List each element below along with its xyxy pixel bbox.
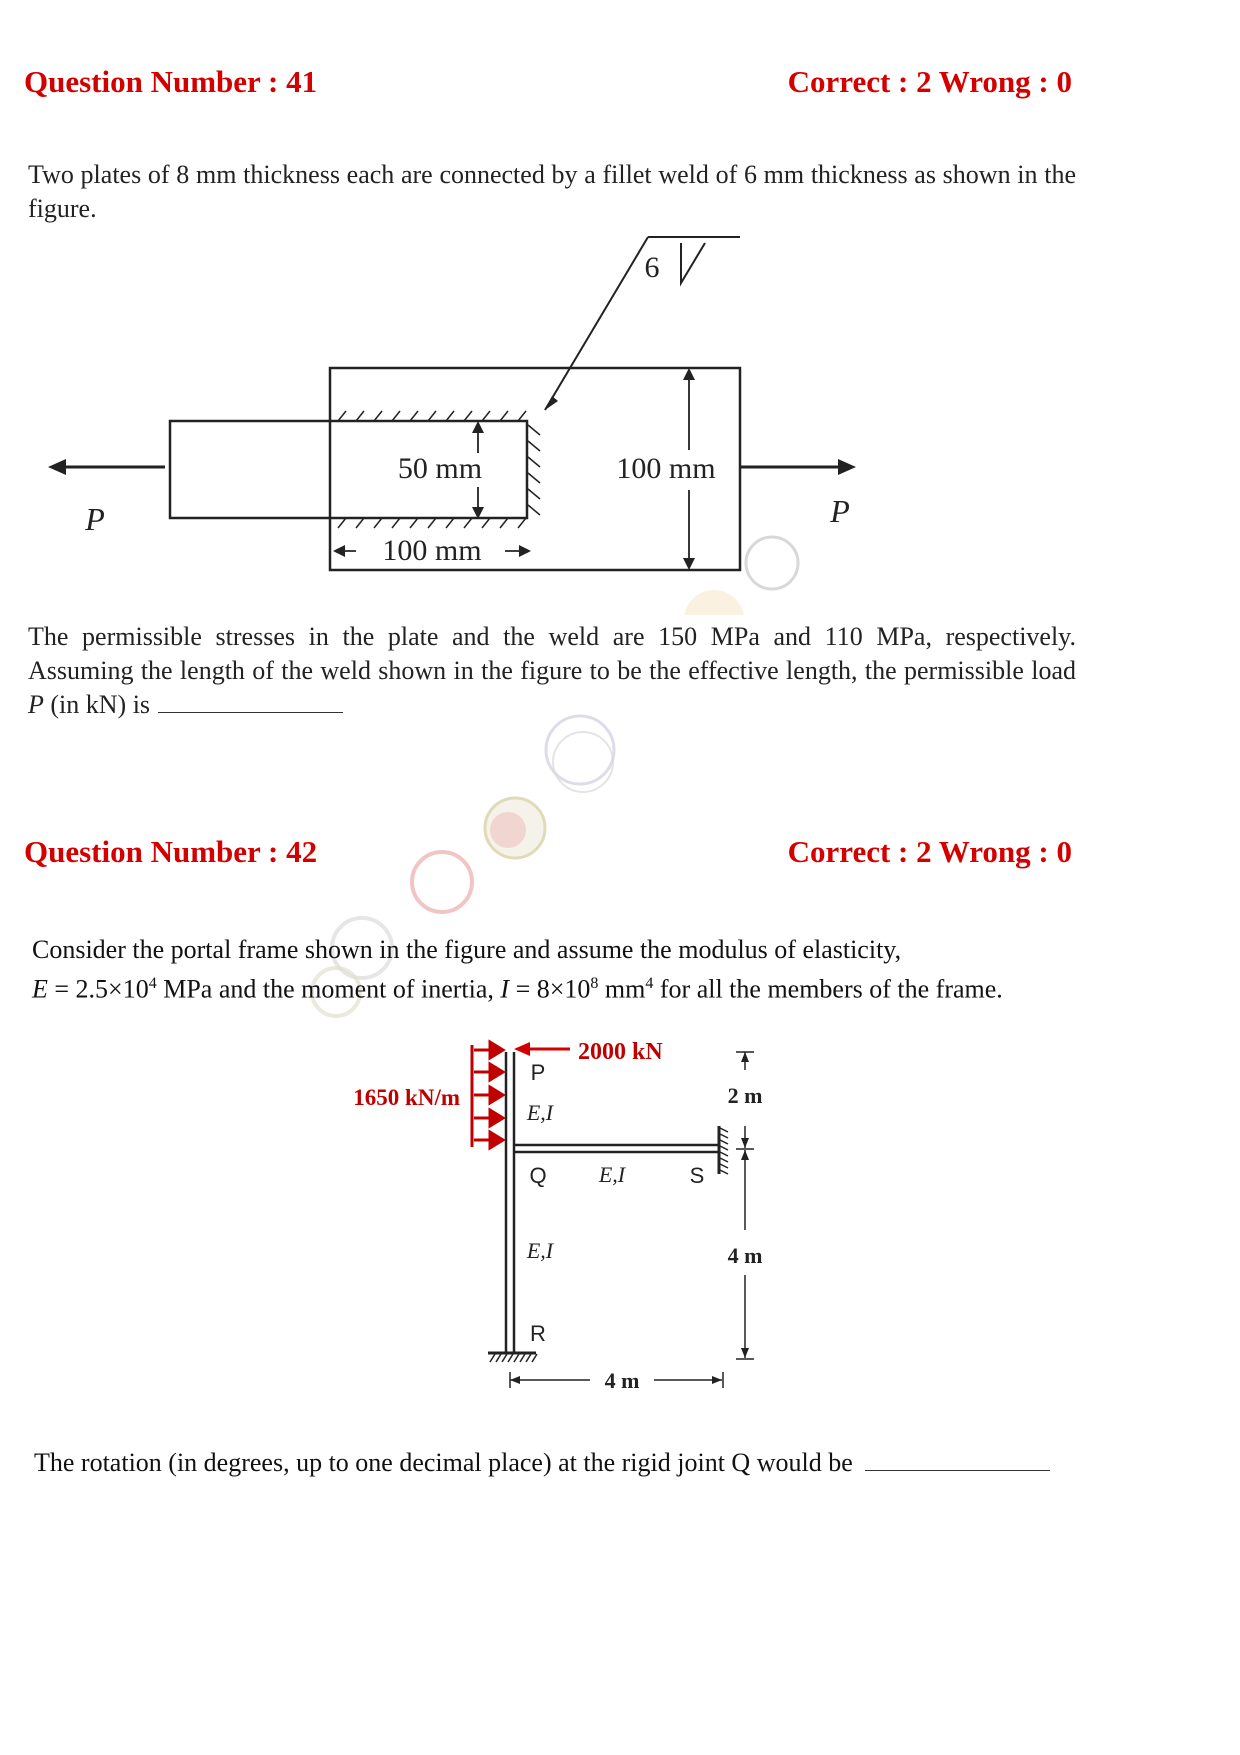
joint-label-q: Q — [529, 1163, 547, 1188]
dim-4m-horiz-label: 4 m — [604, 1368, 640, 1393]
watermark-seal — [684, 590, 744, 615]
dim-4m-horiz-arrow-right — [712, 1376, 722, 1384]
q42-question-text-3 — [34, 1445, 1084, 1481]
dim-100v-arrow-up — [683, 368, 695, 380]
watermark-seal — [746, 537, 798, 589]
weld-leader-arrowhead — [545, 396, 558, 410]
member-label-qr: E,I — [526, 1238, 554, 1263]
weld-hatch-top — [338, 411, 526, 421]
watermark-seal — [412, 852, 472, 912]
dim-2m-arrow-up — [741, 1052, 749, 1062]
load-label-left: P — [85, 501, 105, 537]
weld-hatch-end — [528, 425, 540, 515]
q42-question-text: Consider the portal frame shown in the figure and assume the modulus of elasticity, — [32, 935, 902, 964]
q42-unit: mm — [598, 974, 646, 1004]
q41-stress-text: The permissible stresses in the plate and the weld are 150 MPa and 110 MPa, respectively. Assuming the length of the weld shown in the figure to be the effective length, the permissible load — [28, 622, 1076, 685]
watermark-seal — [490, 812, 526, 848]
load-arrow-left — [48, 459, 66, 475]
udl-label: 1650 kN/m — [353, 1085, 460, 1110]
fixed-support-r-hatch — [490, 1354, 537, 1362]
q42-i-exponent: 8 — [590, 975, 599, 992]
dim-4m-vert-label: 4 m — [727, 1243, 763, 1268]
point-load-label: 2000 kN — [578, 1039, 663, 1065]
joint-label-s: S — [689, 1163, 705, 1188]
dim-2m-label: 2 m — [727, 1083, 763, 1108]
dim-4m-vert-arrow-up — [741, 1150, 749, 1160]
fillet-weld-symbol — [681, 243, 705, 283]
q41-load-var: P — [28, 690, 44, 719]
q41-score: Correct : 2 Wrong : 0 — [787, 64, 1072, 99]
q42-e-symbol: E — [32, 974, 48, 1004]
dim-4m-vert-arrow-down — [741, 1348, 749, 1358]
q41-question-text: Two plates of 8 mm thickness each are connected by a fillet weld of 6 mm thickness as shown in the figure. — [28, 160, 1076, 223]
q42-frame-figure — [0, 1030, 1240, 1410]
udl-arrows — [474, 1042, 503, 1148]
dim-100h-arrow-left — [333, 545, 345, 557]
q42-score: Correct : 2 Wrong : 0 — [787, 834, 1072, 869]
dim-4m-horiz-arrow-left — [510, 1376, 520, 1384]
member-label-qs: E,I — [598, 1162, 626, 1187]
q42-i-value: = 8×10 — [509, 974, 591, 1004]
dim-50-label: 50 mm — [397, 452, 483, 485]
q42-question-text-2 — [32, 966, 1078, 1008]
joint-label-r: R — [530, 1321, 546, 1346]
weld-size-label: 6 — [644, 251, 660, 284]
q42-unit-exponent: 4 — [645, 975, 654, 992]
q42-e-exponent: 4 — [148, 975, 157, 992]
weld-hatch-bottom — [338, 518, 526, 528]
q42-number: Question Number : 42 — [24, 834, 318, 869]
dim-50-arrow-up — [472, 421, 484, 433]
dim-2m-arrow-down — [741, 1138, 749, 1148]
q41-load-unit-text: (in kN) is — [43, 690, 151, 719]
q42-i-symbol: I — [500, 974, 510, 1004]
q41-number: Question Number : 41 — [24, 64, 318, 99]
q42-moment-text: MPa and the moment of inertia, — [156, 974, 501, 1004]
dim-100v-arrow-down — [683, 558, 695, 570]
load-label-right: P — [830, 493, 850, 529]
dim-100v-label: 100 mm — [616, 452, 716, 485]
dim-100h-label: 100 mm — [382, 534, 482, 567]
weld-leader-line — [545, 237, 648, 410]
q41-weld-figure — [0, 225, 1240, 615]
joint-label-p: P — [530, 1060, 546, 1085]
dim-100h-arrow-right — [519, 545, 531, 557]
q42-e-value: = 2.5×10 — [47, 974, 149, 1004]
load-arrow-right — [838, 459, 856, 475]
q42-members-text: for all the members of the frame. — [653, 974, 1003, 1004]
fixed-support-s-hatch — [720, 1128, 728, 1174]
q42-answer-blank[interactable] — [865, 1448, 1050, 1471]
point-load-arrow — [514, 1042, 530, 1056]
member-label-pq: E,I — [526, 1100, 554, 1125]
q42-rotation-text: The rotation (in degrees, up to one decimal place) at the rigid joint Q would be — [34, 1448, 853, 1477]
